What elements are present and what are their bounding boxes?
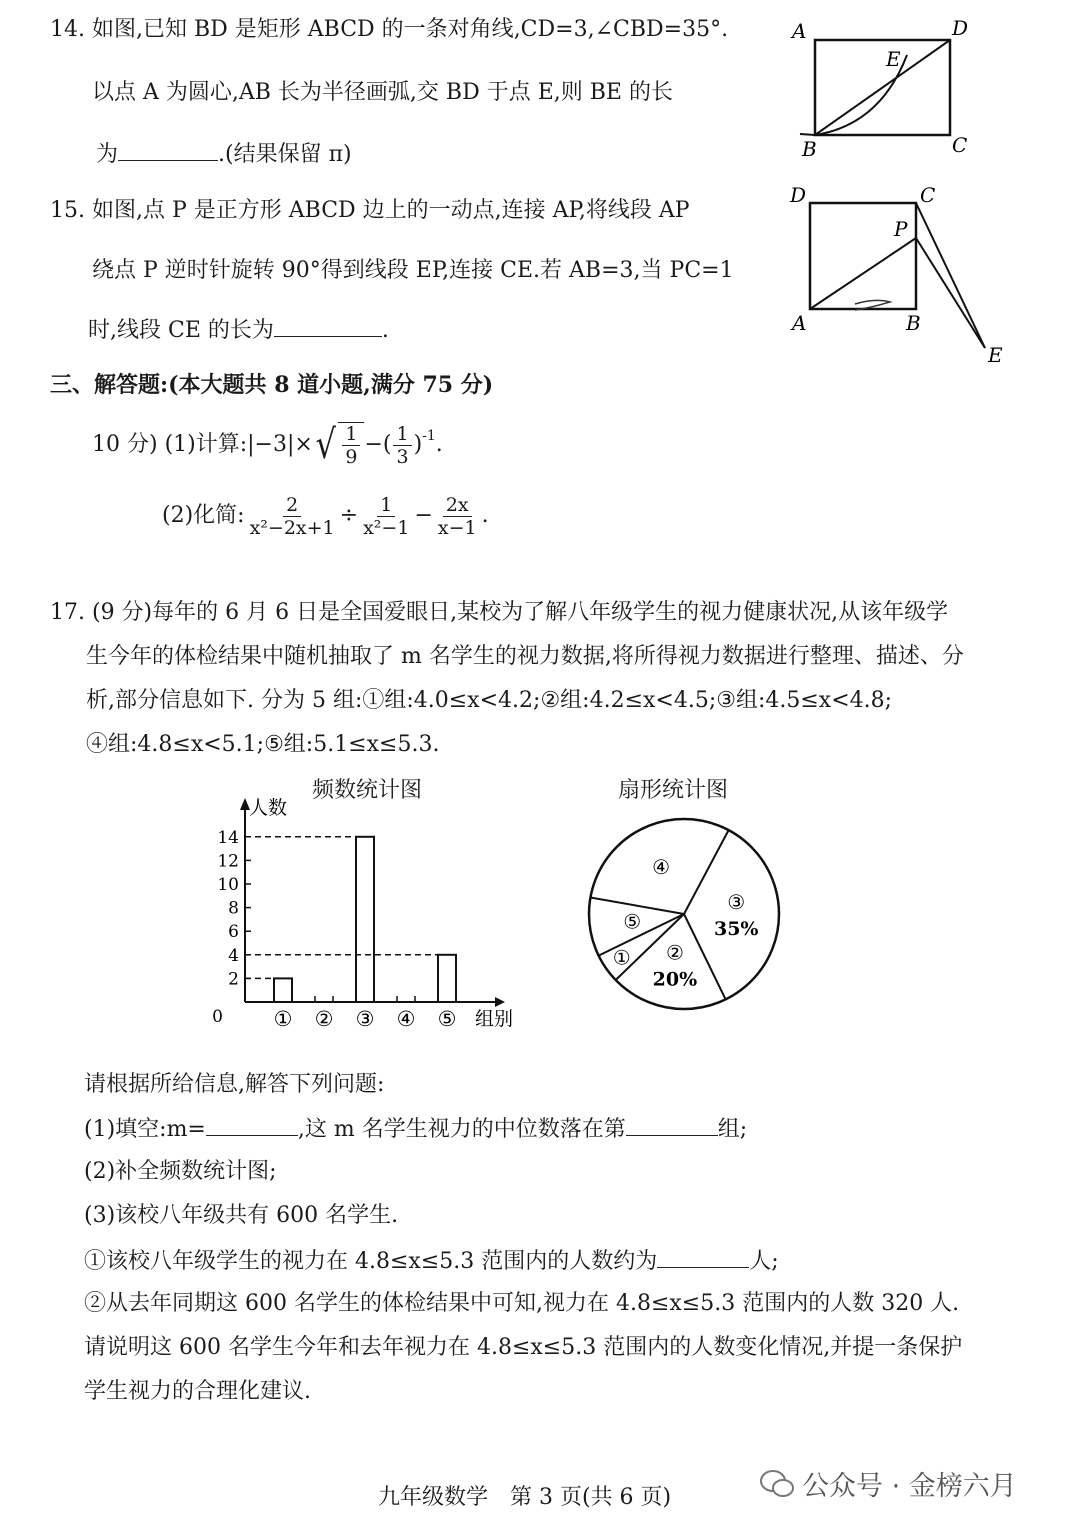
q14-label-e: E — [886, 47, 901, 71]
q15-line1: 15. 如图,点 P 是正方形 ABCD 边上的一动点,连接 AP,将线段 AP — [50, 198, 690, 223]
q14-line3-pre: 为 — [96, 142, 119, 167]
q16-part2 — [162, 490, 489, 542]
q14-figure — [780, 10, 980, 170]
pie-slice-label: ② — [665, 940, 684, 965]
bar — [274, 978, 292, 1002]
q16-part1 — [92, 420, 443, 470]
q15-segment-ap — [810, 238, 916, 309]
q15-label-c: C — [920, 183, 936, 207]
y-axis-label: 人数 — [249, 797, 288, 819]
x-tick-label: ④ — [396, 1007, 416, 1031]
q17-q1 — [84, 1113, 747, 1145]
x-tick-label: ② — [314, 1007, 334, 1031]
q16-frac-den: 3 — [396, 445, 409, 468]
q17-line1: 17. (9 分)每年的 6 月 6 日是全国爱眼日,某校为了解八年级学生的视力健康状况,从该年级学 — [50, 600, 949, 625]
q16-end2: . — [481, 503, 489, 528]
q16-minus2: − — [414, 503, 433, 528]
q16-sqrt-num: 1 — [342, 423, 360, 446]
y-tick-label: 0 — [212, 1007, 223, 1027]
x-tick-label: ① — [273, 1007, 293, 1031]
pie-slice-label: ① — [612, 945, 631, 970]
q17-q1-post: 组; — [717, 1117, 748, 1142]
watermark — [760, 1464, 1017, 1503]
q17-q1-pre: (1)填空:m= — [84, 1117, 206, 1142]
x-tick-label: ⑤ — [437, 1007, 457, 1031]
q16-frac-num: 1 — [393, 423, 411, 446]
q16-f2-den: x²−1 — [363, 516, 410, 539]
q16-f1-num: 2 — [283, 494, 301, 517]
q17-q3a-post: 人; — [749, 1249, 779, 1274]
q14-line2: 以点 A 为圆心,AB 长为半径画弧,交 BD 于点 E,则 BE 的长 — [92, 80, 673, 105]
x-axis-arrow — [495, 997, 505, 1007]
q17-m-blank[interactable] — [206, 1113, 298, 1136]
pie-slice-percent: 35% — [713, 917, 759, 940]
q15-label-a: A — [792, 311, 807, 335]
q16-abs: |−3| — [247, 432, 295, 457]
pie-slice-label: ④ — [652, 855, 671, 880]
y-tick-label: 4 — [228, 945, 239, 966]
q16-exponent: -1 — [422, 428, 436, 444]
q16-f3-num: 2x — [443, 494, 472, 517]
q17-median-blank[interactable] — [626, 1113, 718, 1136]
x-tick-label: ③ — [355, 1007, 375, 1031]
y-tick-label: 6 — [228, 922, 239, 943]
q17-q3: (3)该校八年级共有 600 名学生. — [84, 1203, 399, 1228]
q17-intro: 请根据所给信息,解答下列问题: — [84, 1072, 385, 1097]
q17-q3b-line1: ②从去年同期这 600 名学生的体检结果中可知,视力在 4.8≤x≤5.3 范围内的人数 320 人. — [84, 1291, 960, 1316]
bar — [438, 955, 456, 1002]
q16-part2-pre: (2)化简: — [162, 503, 245, 528]
q16-sqrt — [313, 422, 365, 468]
q16-minus: −( — [364, 432, 392, 457]
q15-label-p: P — [894, 217, 908, 241]
bar — [356, 837, 374, 1002]
y-tick-label: 14 — [217, 827, 239, 848]
q17-q3a-pre: ①该校八年级学生的视力在 4.8≤x≤5.3 范围内的人数约为 — [84, 1249, 658, 1274]
pie-slice-label: ③ — [727, 889, 746, 914]
q16-end: . — [435, 432, 443, 457]
q16-sqrt-den: 9 — [345, 446, 358, 468]
q17-q3b-line2: 请说明这 600 名学生今年和去年视力在 4.8≤x≤5.3 范围内的人数变化情况,并提一条保护 — [84, 1335, 963, 1360]
q14-line3 — [96, 138, 352, 170]
q17-line4: ④组:4.8≤x<5.1;⑤组:5.1≤x≤5.3. — [86, 732, 440, 757]
pie-chart-title: 扇形统计图 — [618, 778, 729, 803]
q14-answer-blank[interactable] — [118, 138, 218, 161]
q14-label-b: B — [802, 137, 817, 161]
q17-line3: 析,部分信息如下. 分为 5 组:①组:4.0≤x<4.2;②组:4.2≤x<4.5;③组:4.5≤x<4.8; — [86, 688, 893, 713]
section3-title: 三、解答题:(本大题共 8 道小题,满分 75 分) — [50, 372, 494, 398]
q14-label-d: D — [952, 16, 969, 40]
y-tick-label: 10 — [217, 875, 239, 895]
q14-label-a: A — [792, 19, 807, 43]
pie-chart — [580, 810, 790, 1020]
q15-line3 — [88, 314, 389, 346]
q15-line3-pre: 时,线段 CE 的长为 — [88, 318, 274, 343]
q15-line3-post: . — [381, 318, 389, 343]
q15-answer-blank[interactable] — [274, 314, 382, 337]
page-footer: 九年级数学 第 3 页(共 6 页) — [378, 1485, 672, 1510]
q14-line1: 14. 如图,已知 BD 是矩形 ABCD 的一条对角线,CD=3,∠CBD=35°. — [50, 17, 729, 42]
q17-q1-mid: ,这 m 名学生视力的中位数落在第 — [297, 1117, 626, 1142]
q17-q3b-line3: 学生视力的合理化建议. — [84, 1379, 311, 1404]
q16-f1-den: x²−2x+1 — [249, 516, 335, 539]
pie-slice-percent: 20% — [652, 968, 698, 991]
q14-line3-post: .(结果保留 π) — [218, 142, 352, 167]
y-tick-label: 8 — [228, 898, 239, 919]
q15-label-e: E — [988, 343, 1003, 367]
q16-pow: ) — [413, 432, 423, 457]
q17-q2: (2)补全频数统计图; — [84, 1159, 277, 1184]
x-axis-label: 组别 — [475, 1008, 514, 1030]
q15-label-d: D — [790, 183, 807, 207]
y-tick-label: 2 — [228, 969, 239, 990]
q16-f3-den: x−1 — [437, 516, 477, 539]
bar-chart — [200, 790, 530, 1040]
q17-count-blank[interactable] — [657, 1245, 749, 1268]
pie-slice-label: ⑤ — [623, 909, 642, 934]
y-tick-label: 12 — [217, 851, 239, 872]
q16-sqrt-radicand — [338, 422, 364, 468]
q16-part1-pre: 10 分) (1)计算: — [92, 432, 248, 457]
q14-label-c: C — [952, 133, 968, 157]
q16-f2-num: 1 — [377, 494, 395, 517]
q15-segment-pe — [916, 238, 985, 348]
q16-div: ÷ — [339, 503, 359, 528]
q14-diagonal-bd — [815, 40, 950, 135]
watermark-text: 公众号 · 金榜六月 — [802, 1471, 1017, 1502]
q17-line2: 生今年的体检结果中随机抽取了 m 名学生的视力数据,将所得视力数据进行整理、描述、分 — [86, 644, 964, 669]
sqrt-icon: √ — [315, 422, 336, 468]
bar-chart-title: 频数统计图 — [312, 778, 423, 803]
q16-times: × — [294, 432, 313, 457]
q15-label-b: B — [906, 311, 921, 335]
wechat-icon — [760, 1469, 794, 1499]
q15-figure — [780, 178, 1020, 373]
q15-line2: 绕点 P 逆时针旋转 90°得到线段 EP,连接 CE.若 AB=3,当 PC=1 — [92, 258, 734, 283]
q15-segment-ce — [916, 203, 985, 348]
q17-q3a — [84, 1245, 779, 1277]
